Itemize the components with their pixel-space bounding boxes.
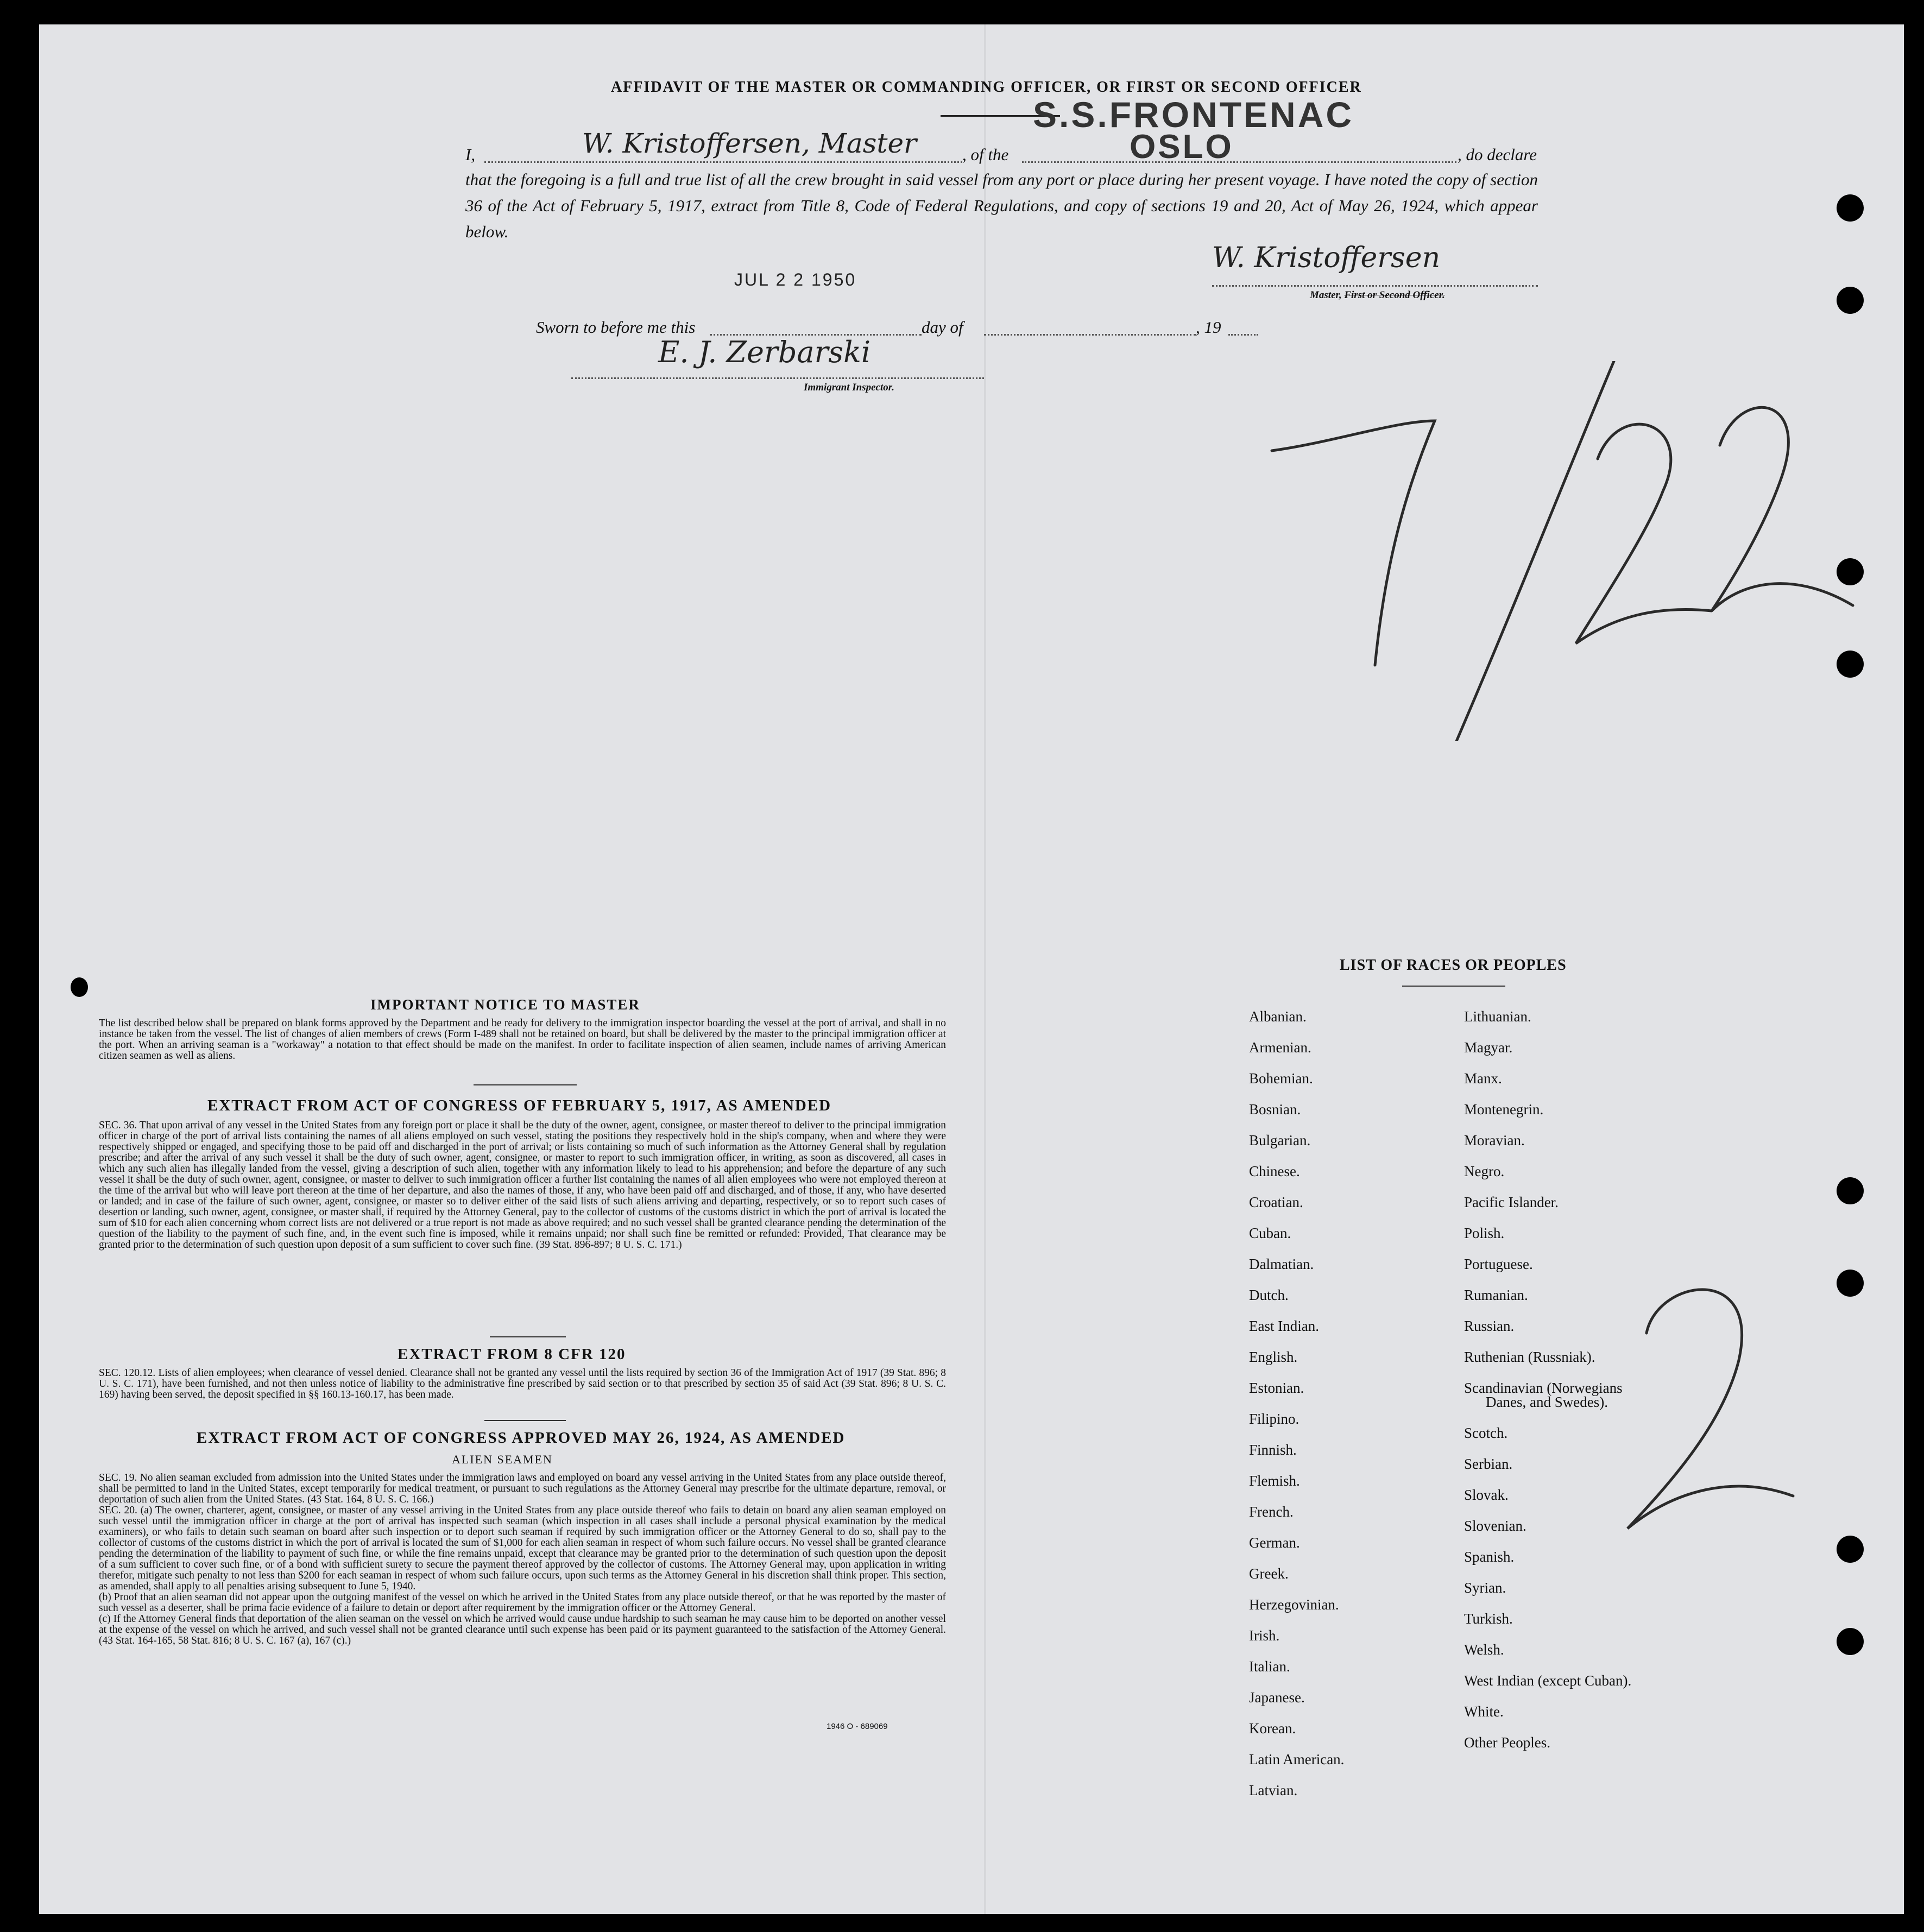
binder-hole xyxy=(1837,1536,1864,1563)
affidavit-of-the: , of the xyxy=(962,145,1009,164)
inspector-signature-line xyxy=(571,377,984,379)
race-item: Scandinavian (Norwegians xyxy=(1464,1380,1623,1396)
race-item: Serbian. xyxy=(1464,1456,1513,1472)
notice-body: The list described below shall be prepared on blank forms approved by the Department and be ready for delivery to the immigration inspector boarding the vessel at the port of arrival, and shall in no instance be taken from the vessel. The list of changes of alien members of crews (Form I-489 shall not be retained on board, but shall be delivered by the master to the principal immigration officer at the port. When an arriving seaman is a "workaway" a notation to that effect should be made on the manifest. In order to facilitate inspection of alien seamen, include names of arriving American citizen seamen as well as aliens. xyxy=(99,1018,946,1062)
page-fold xyxy=(984,24,986,1914)
race-item: Welsh. xyxy=(1464,1641,1504,1658)
signature-caption xyxy=(1310,289,1445,301)
handwritten-page-number xyxy=(1625,1268,1799,1539)
race-item: Slovenian. xyxy=(1464,1518,1526,1534)
race-item: Italian. xyxy=(1249,1658,1290,1675)
extract-1924-sec20b: (b) Proof that an alien seaman did not appear upon the outgoing manifest of the vessel on which he arrived in the United States from any place outside thereof, or that he was reported by the master of such vessel as a deserter, shall be prima facie evidence of a failure to detain or deport after requirement by the immigration officer or the Attorney General. xyxy=(99,1592,946,1614)
handwritten-date-note-text: 7/22 xyxy=(1266,361,1267,362)
extract-1917-divider xyxy=(490,1336,566,1337)
race-item: Polish. xyxy=(1464,1225,1505,1241)
vessel-name-line xyxy=(1022,161,1456,163)
handwritten-seven xyxy=(1272,421,1435,665)
races-title: LIST OF RACES OR PEOPLES xyxy=(1340,957,1567,974)
notice-title: IMPORTANT NOTICE TO MASTER xyxy=(370,996,640,1013)
race-item: Danes, and Swedes). xyxy=(1486,1394,1608,1410)
affidavit-i-label: I, xyxy=(465,145,476,164)
extract-1924-title: EXTRACT FROM ACT OF CONGRESS APPROVED MAY 26, 1924, AS AMENDED xyxy=(197,1429,846,1447)
race-item: Dutch. xyxy=(1249,1287,1289,1303)
sworn-year-line xyxy=(1228,334,1258,336)
race-item: White. xyxy=(1464,1703,1504,1720)
handwritten-page-number-stroke xyxy=(1627,1290,1793,1529)
race-item: Syrian. xyxy=(1464,1580,1506,1596)
race-item: Rumanian. xyxy=(1464,1287,1528,1303)
extract-1924-sec20c: (c) If the Attorney General finds that deportation of the alien seaman on the vessel on which he arrived would cause undue hardship to such seaman he may cause him to be deported on another vessel at the expense of the vessel on which he arrived, and such vessel shall not be granted clearance until such expense has been paid or its payment guaranteed to the satisfaction of the Attorney General. (43 Stat. 164-165, 58 Stat. 816; 8 U. S. C. 167 (a), 167 (c).) xyxy=(99,1613,946,1646)
race-item: Ruthenian (Russniak). xyxy=(1464,1349,1595,1365)
races-divider xyxy=(1402,986,1505,987)
extract-1917-body: SEC. 36. That upon arrival of any vessel in the United States from any foreign port or place it shall be the duty of the owner, agent, consignee, or master thereof to deliver to the principal immigration officer in charge of the port of arrival lists containing the names of all aliens employed on such vessel, stating the positions they respectively hold in the ship's company, when and where they were respectively shipped or engaged, and specifying those to be paid off and discharged in the port of arrival; or lists containing so much of such information as the Attorney General shall by regulation prescribe; and after the arrival of any such vessel it shall be the duty of such owner, agent, consignee, or master to report to such immigration officer, in writing, as soon as discovered, all cases in which any such alien has illegally landed from the vessel, giving a description of such alien, together with any information likely to lead to his apprehension; and before the departure of any such vessel it shall be the duty of such owner, agent, consignee, or master to deliver to such immigration officer a further list containing the names of all alien employees who were not employed thereon at the time of the arrival but who will leave port thereon at the time of her departure, and also the names of those, if any, who have been paid off and discharged, and of those, if any, who have deserted or landed; and in case of the failure of such owner, agent, consignee, or master so to deliver either of the said lists of such aliens arriving and departing, respectively, or so to report such cases of desertion or landing, such owner, agent, consignee, or master shall, if required by the Attorney General, pay to the collector of customs of the customs district in which the port of arrival is located the sum of $10 for each alien concerning whom correct lists are not delivered or a true report is not made as above required; and no such vessel shall be granted clearance pending the determination of the question of the liability to the payment of such fine, and, in the event such fine is imposed, while it remains unpaid; nor shall such fine be remitted or refunded: Provided, That clearance may be granted prior to the determination of such question upon deposit of a sum sufficient to cover such fine. (39 Stat. 896-897; 8 U. S. C. 171.) xyxy=(99,1120,946,1251)
binder-hole xyxy=(1837,287,1864,314)
race-item: Finnish. xyxy=(1249,1442,1297,1458)
binder-hole xyxy=(1837,1628,1864,1655)
race-item: Japanese. xyxy=(1249,1689,1305,1706)
master-signature: W. Kristoffersen xyxy=(1212,242,1441,274)
binder-hole xyxy=(1837,194,1864,222)
race-item: Chinese. xyxy=(1249,1163,1300,1179)
date-stamp: JUL 2 2 1950 xyxy=(734,270,857,289)
race-item: Herzegovinian. xyxy=(1249,1596,1339,1613)
signature-caption-struck: First or Second Officer. xyxy=(1344,289,1445,301)
race-item: East Indian. xyxy=(1249,1318,1319,1334)
binder-hole xyxy=(1837,1270,1864,1297)
extract-cfr-title: EXTRACT FROM 8 CFR 120 xyxy=(398,1346,626,1363)
race-item: Flemish. xyxy=(1249,1473,1300,1489)
race-item: Pacific Islander. xyxy=(1464,1194,1559,1210)
inspector-signature: E. J. Zerbarski xyxy=(658,335,871,369)
affidavit-body: that the foregoing is a full and true list of all the crew brought in said vessel from any port or place during her present voyage. I have noted the copy of section 36 of the Act of February 5, 1917, extract from Title 8, Code of Federal Regulations, and copy of sections 19 and 20, Act of May 26, 1924, which appear below. xyxy=(465,170,1538,241)
race-item: Magyar. xyxy=(1464,1039,1513,1056)
extract-cfr-divider xyxy=(484,1420,566,1421)
extract-1924-subtitle: ALIEN SEAMEN xyxy=(452,1453,553,1466)
race-item: Spanish. xyxy=(1464,1549,1515,1565)
sworn-prefix: Sworn to before me this xyxy=(536,318,696,337)
race-item: Slovak. xyxy=(1464,1487,1509,1503)
document-page xyxy=(39,24,1904,1914)
race-item: German. xyxy=(1249,1535,1300,1551)
extract-1924-sec20a: SEC. 20. (a) The owner, charterer, agent, consignee, or master of any vessel arriving in the United States from any place outside thereof who fails to detain on board any alien seaman employed on such vessel until the immigration officer in charge at the port of arrival has inspected such seaman (which inspection in all cases shall include a personal physical examination by the medical examiners), or who fails to detain such seaman on board after such inspection or to deport such seaman if required by such immigration officer or the Attorney General to do so, shall pay to the collector of customs of the customs district in which the port of arrival is located the sum of $1,000 for each alien seaman in respect of whom such failure occurs. No vessel shall be granted clearance pending the determination of the liability to payment of such fine, or while the fine remains unpaid, except that clearance may be granted prior to the determination of such question upon the deposit of a sum sufficient to cover such fine, or of a bond with sufficient surety to secure the payment thereof approved by the collector of customs. The Attorney General may, upon application in writing therefor, mitigate such penalty to not less than $200 for each seaman in respect of whom such failure occurs, upon such terms as the Attorney General in his discretion shall think proper. This section, as amended, shall apply to all penalties arising subsequent to June 5, 1940. xyxy=(99,1505,946,1592)
vessel-stamp-name: S.S.FRONTENAC xyxy=(1033,94,1354,135)
inspector-caption: Immigrant Inspector. xyxy=(804,382,894,393)
sworn-year: , 19 xyxy=(1196,318,1221,337)
race-item: Greek. xyxy=(1249,1565,1289,1582)
notice-divider xyxy=(474,1084,577,1085)
vessel-stamp-port: OSLO xyxy=(1130,128,1234,166)
race-item: Bohemian. xyxy=(1249,1070,1313,1087)
binder-hole xyxy=(1837,651,1864,678)
master-name-handwritten: W. Kristoffersen, Master xyxy=(582,128,917,159)
race-item: Montenegrin. xyxy=(1464,1101,1544,1117)
race-item: Bosnian. xyxy=(1249,1101,1301,1117)
ink-spot xyxy=(71,977,88,997)
race-item: Irish. xyxy=(1249,1627,1280,1644)
race-item: Latvian. xyxy=(1249,1782,1298,1798)
extract-1924-body xyxy=(99,1473,946,1646)
race-item: Armenian. xyxy=(1249,1039,1311,1056)
handwritten-date-note xyxy=(1266,361,1864,741)
race-item: Scotch. xyxy=(1464,1425,1508,1441)
race-item: Croatian. xyxy=(1249,1194,1303,1210)
binder-hole xyxy=(1837,558,1864,585)
race-item: Dalmatian. xyxy=(1249,1256,1314,1272)
race-item: Portuguese. xyxy=(1464,1256,1533,1272)
master-name-line xyxy=(484,161,962,163)
race-item: Korean. xyxy=(1249,1720,1296,1737)
race-item: Moravian. xyxy=(1464,1132,1525,1148)
race-item: Russian. xyxy=(1464,1318,1515,1334)
race-item: Lithuanian. xyxy=(1464,1008,1531,1025)
race-item: Bulgarian. xyxy=(1249,1132,1311,1148)
race-item: Filipino. xyxy=(1249,1411,1300,1427)
handwritten-two-a xyxy=(1576,424,1712,643)
race-item: Turkish. xyxy=(1464,1611,1513,1627)
race-item: English. xyxy=(1249,1349,1298,1365)
race-item: French. xyxy=(1249,1504,1294,1520)
sworn-day-of: day of xyxy=(922,318,963,337)
print-code: 1946 O - 689069 xyxy=(827,1722,888,1731)
extract-cfr-body: SEC. 120.12. Lists of alien employees; when clearance of vessel denied. Clearance shall not be granted any vessel until the lists required by section 36 of the Immigration Act of 1917 (39 Stat. 896; 8 U. S. C. 171), have been furnished, and not then unless notice of liability to the administrative fine prescribed by said section or to that prescribed by section 35 of said Act (39 Stat. 896; 8 U. S. C. 169) having been served, the deposit specified in §§ 160.13-160.17, has been made. xyxy=(99,1367,946,1400)
race-item: Manx. xyxy=(1464,1070,1502,1087)
extract-1924-sec19: SEC. 19. No alien seaman excluded from admission into the United States under the immigration laws and employed on board any vessel arriving in the United States from any place outside thereof, shall be permitted to land in the United States, except temporarily for medical treatment, or pursuant to such regulations as the Attorney General may prescribe for the ultimate departure, removal, or deportation of such alien from the United States. (43 Stat. 164, 8 U. S. C. 166.) xyxy=(99,1472,946,1505)
master-signature-line xyxy=(1212,285,1538,287)
affidavit-do-declare: , do declare xyxy=(1458,145,1537,164)
race-item: Other Peoples. xyxy=(1464,1734,1550,1751)
sworn-month-line xyxy=(984,334,1196,336)
race-item: Negro. xyxy=(1464,1163,1505,1179)
binder-hole xyxy=(1837,1177,1864,1204)
handwritten-slash xyxy=(1456,361,1614,741)
race-item: Estonian. xyxy=(1249,1380,1304,1396)
race-item: Latin American. xyxy=(1249,1751,1345,1767)
extract-1917-title: EXTRACT FROM ACT OF CONGRESS OF FEBRUARY 5, 1917, AS AMENDED xyxy=(207,1097,832,1114)
signature-caption-master: Master, xyxy=(1310,289,1342,301)
race-item: West Indian (except Cuban). xyxy=(1464,1672,1632,1689)
handwritten-two-b xyxy=(1712,407,1853,611)
race-item: Albanian. xyxy=(1249,1008,1307,1025)
affidavit-heading: AFFIDAVIT OF THE MASTER OR COMMANDING OFFICER, OR FIRST OR SECOND OFFICER xyxy=(611,79,1362,96)
race-item: Cuban. xyxy=(1249,1225,1291,1241)
